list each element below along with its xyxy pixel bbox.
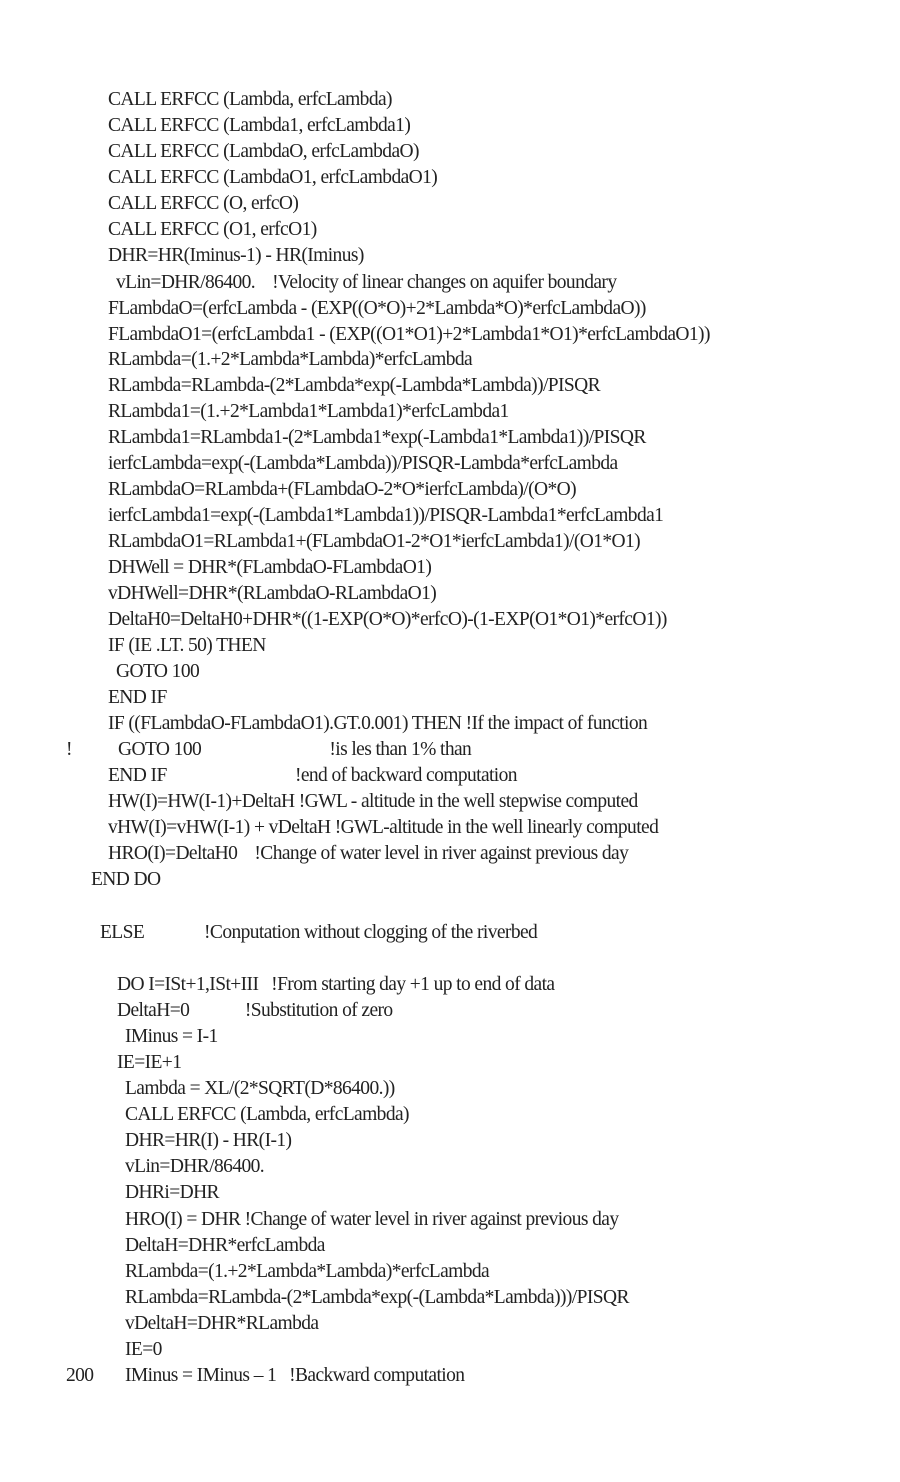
code-line: RLambda1=RLambda1-(2*Lambda1*exp(-Lambda1*Lambda1))/PISQR [108,427,646,448]
code-line: DHRi=DHR [125,1182,219,1203]
code-line: IE=IE+1 [117,1052,182,1073]
code-line: DO I=ISt+1,ISt+III !From starting day +1 up to end of data [117,974,555,995]
code-line: ierfcLambda=exp(-(Lambda*Lambda))/PISQR-Lambda*erfcLambda [108,453,618,474]
code-line: IMinus = I-1 [125,1026,218,1047]
code-line: DeltaH=DHR*erfcLambda [125,1235,325,1256]
code-line: RLambda=RLambda-(2*Lambda*exp(-(Lambda*Lambda)))/PISQR [125,1287,629,1308]
code-line: GOTO 100 !is les than 1% than [118,739,472,760]
comment-marker: ! [66,739,72,760]
code-line: ELSE !Conputation without clogging of the riverbed [100,922,538,943]
code-line: DeltaH0=DeltaH0+DHR*((1-EXP(O*O)*erfcO)-(1-EXP(O1*O1)*erfcO1)) [108,609,667,630]
code-line: RLambda=(1.+2*Lambda*Lambda)*erfcLambda [108,349,473,370]
code-line: END IF !end of backward computation [108,765,517,786]
code-line: CALL ERFCC (Lambda, erfcLambda) [125,1104,409,1125]
code-line: ierfcLambda1=exp(-(Lambda1*Lambda1))/PISQR-Lambda1*erfcLambda1 [108,505,664,526]
code-line: IF (IE .LT. 50) THEN [108,635,266,656]
code-line: IF ((FLambdaO-FLambdaO1).GT.0.001) THEN !If the impact of function [108,713,648,734]
code-line: CALL ERFCC (Lambda, erfcLambda) [108,89,392,110]
code-line: CALL ERFCC (O, erfcO) [108,193,299,214]
code-line: CALL ERFCC (O1, erfcO1) [108,219,317,240]
code-line: CALL ERFCC (Lambda1, erfcLambda1) [108,115,411,136]
code-line: RLambda=(1.+2*Lambda*Lambda)*erfcLambda [125,1261,490,1282]
code-line: DeltaH=0 !Substitution of zero [117,1000,393,1021]
code-line: FLambdaO=(erfcLambda - (EXP((O*O)+2*Lambda*O)*erfcLambdaO)) [108,298,646,319]
code-line: vDeltaH=DHR*RLambda [125,1313,319,1334]
code-line: RLambda1=(1.+2*Lambda1*Lambda1)*erfcLambda1 [108,401,509,422]
code-line: IMinus = IMinus – 1 !Backward computation [125,1365,465,1386]
code-line: HW(I)=HW(I-1)+DeltaH !GWL - altitude in the well stepwise computed [108,791,638,812]
code-line: RLambdaO1=RLambda1+(FLambdaO1-2*O1*ierfcLambda1)/(O1*O1) [108,531,641,552]
code-line: END IF [108,687,167,708]
code-line: RLambda=RLambda-(2*Lambda*exp(-Lambda*Lambda))/PISQR [108,375,601,396]
code-line: DHR=HR(I) - HR(I-1) [125,1130,292,1151]
code-line: vHW(I)=vHW(I-1) + vDeltaH !GWL-altitude in the well linearly computed [108,817,659,838]
code-line: DHR=HR(Iminus-1) - HR(Iminus) [108,245,364,266]
code-line: vDHWell=DHR*(RLambdaO-RLambdaO1) [108,583,437,604]
code-line: vLin=DHR/86400. [125,1156,265,1177]
code-line: vLin=DHR/86400. !Velocity of linear changes on aquifer boundary [116,272,617,293]
code-line: FLambdaO1=(erfcLambda1 - (EXP((O1*O1)+2*Lambda1*O1)*erfcLambdaO1)) [108,324,710,345]
code-line: RLambdaO=RLambda+(FLambdaO-2*O*ierfcLambda)/(O*O) [108,479,577,500]
code-line: IE=0 [125,1339,162,1360]
code-line: HRO(I)=DeltaH0 !Change of water level in river against previous day [108,843,629,864]
code-line: CALL ERFCC (LambdaO1, erfcLambdaO1) [108,167,438,188]
statement-label: 200 [66,1365,94,1386]
code-line: HRO(I) = DHR !Change of water level in river against previous day [125,1209,619,1230]
code-line: END DO [91,869,161,890]
code-line: CALL ERFCC (LambdaO, erfcLambdaO) [108,141,419,162]
code-line: Lambda = XL/(2*SQRT(D*86400.)) [125,1078,395,1099]
code-line: GOTO 100 [116,661,200,682]
code-line: DHWell = DHR*(FLambdaO-FLambdaO1) [108,557,432,578]
